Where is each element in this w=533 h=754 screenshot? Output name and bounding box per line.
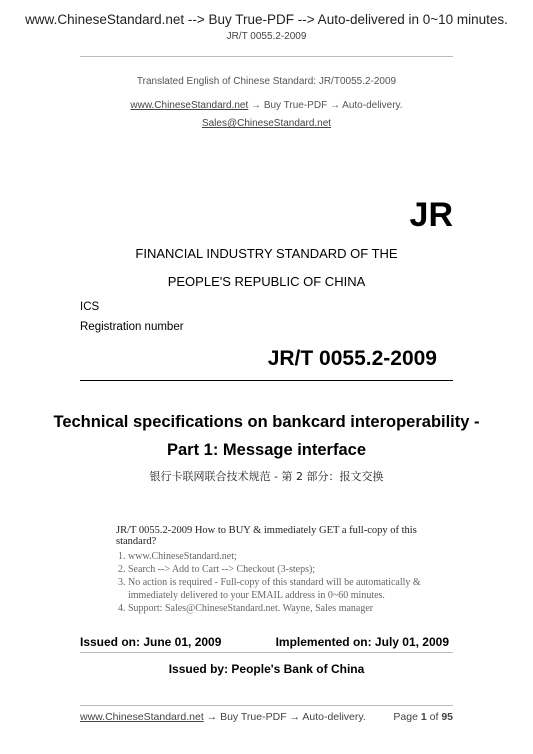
- buy-step: 3. No action is required - Full-copy of this standard will be automatically & immediately delivered to your EMAIL address in 0~60 minutes.: [128, 576, 456, 602]
- page-of: of: [426, 711, 442, 723]
- site-link[interactable]: www.ChineseStandard.net: [130, 100, 249, 111]
- site-link-suffix: → Buy True-PDF → Auto-delivery.: [248, 100, 403, 111]
- email-link[interactable]: Sales@ChineseStandard.net: [201, 118, 332, 129]
- buy-instructions: [116, 525, 456, 615]
- registration-label: Registration number: [80, 321, 184, 333]
- buy-step: 2. Search --> Add to Cart --> Checkout (3-steps);: [128, 563, 456, 576]
- header-banner: www.ChineseStandard.net --> Buy True-PDF --> Auto-delivered in 0~10 minutes.: [25, 12, 508, 27]
- issued-by: Issued by: People's Bank of China: [168, 662, 365, 676]
- implemented-on: Implemented on: July 01, 2009: [275, 635, 449, 649]
- footer-divider: [80, 705, 453, 706]
- buy-steps: [116, 550, 456, 615]
- header-doc-code: JR/T 0055.2-2009: [226, 31, 307, 42]
- title-divider: [80, 380, 453, 381]
- page-total: 95: [441, 711, 453, 723]
- translated-line: Translated English of Chinese Standard: JR/T0055.2-2009: [136, 76, 397, 87]
- issued-on: Issued on: June 01, 2009: [80, 635, 222, 649]
- header-divider: [80, 56, 453, 57]
- standard-number: JR/T 0055.2-2009: [267, 347, 437, 370]
- page-current: 1: [420, 711, 427, 723]
- ics-label: ICS: [80, 301, 100, 313]
- footer-site-link[interactable]: www.ChineseStandard.net: [80, 711, 204, 723]
- standard-heading-line2: PEOPLE'S REPUBLIC OF CHINA: [167, 274, 366, 289]
- page-number: [393, 711, 453, 723]
- buy-question: JR/T 0055.2-2009 How to BUY & immediately GET a full-copy of this standard?: [116, 525, 417, 547]
- page-prefix: Page: [393, 711, 421, 723]
- title-chinese: 银行卡联网联合技术规范 - 第 2 部分：报文交换: [149, 470, 384, 483]
- email-line: [0, 118, 533, 129]
- title-line2: Part 1: Message interface: [166, 441, 366, 459]
- footer-links: [80, 711, 366, 723]
- issued-divider: [80, 652, 453, 653]
- jr-logo: JR: [409, 196, 453, 234]
- buy-step: 1. www.ChineseStandard.net;: [128, 550, 456, 563]
- buy-step: 4. Support: Sales@ChineseStandard.net. Wayne, Sales manager: [128, 602, 456, 615]
- title-line1: Technical specifications on bankcard interoperability -: [53, 413, 480, 431]
- footer-link-suffix: → Buy True-PDF → Auto-delivery.: [203, 711, 366, 723]
- standard-heading-line1: FINANCIAL INDUSTRY STANDARD OF THE: [135, 246, 398, 261]
- site-line: [0, 100, 533, 111]
